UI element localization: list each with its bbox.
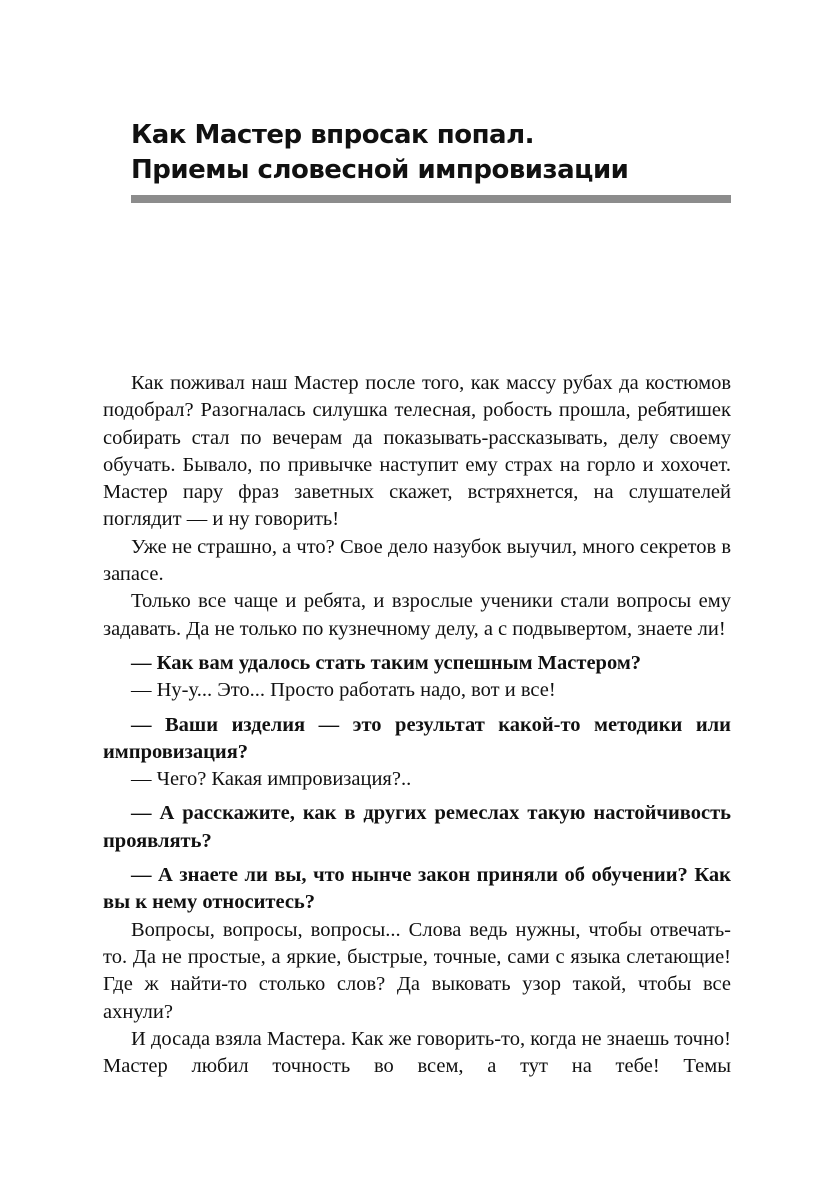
- chapter-title-line-1: Как Мастер впросак попал.: [131, 120, 534, 150]
- chapter-header: [131, 118, 731, 188]
- chapter-title-line-2: Приемы словесной импровизации: [131, 155, 629, 185]
- paragraph: Как поживал наш Мастер после того, как массу рубах да костюмов подобрал? Разогналась силушка телесная, робость прошла, ребятишек собирать стал по вечерам да показывать-рассказывать, делу своему обучать. Бывало, по привычке наступит ему страх на горло и хохочет. Мастер пару фраз заветных скажет, встряхнется, на слушателей поглядит — и ну говорить!: [103, 372, 731, 531]
- body-text: [103, 370, 731, 1080]
- paragraph: Только все чаще и ребята, и взрослые ученики стали вопросы ему задавать. Да не только по кузнечному делу, а с подвывертом, знаете ли!: [103, 590, 731, 640]
- dialogue-answer: — Чего? Какая импровизация?..: [131, 768, 412, 791]
- dialogue-question: — Ваши изделия — это результат какой-то методики или импровизация?: [103, 713, 731, 763]
- dialogue-question: — А расскажите, как в других ремеслах такую настойчивость проявлять?: [103, 802, 731, 852]
- dialogue-answer: — Ну-у... Это... Просто работать надо, вот и все!: [131, 679, 556, 702]
- paragraph: И досада взяла Мастера. Как же говорить-то, когда не знаешь точно! Мастер любил точность во всем, а тут на тебе! Темы: [103, 1027, 731, 1078]
- dialogue-question: — Как вам удалось стать таким успешным Мастером?: [131, 651, 642, 674]
- paragraph: Уже не страшно, а что? Свое дело назубок выучил, много секретов в запасе.: [103, 535, 731, 586]
- dialogue-question: — А знаете ли вы, что нынче закон приняли об обучении? Как вы к нему относитесь?: [103, 864, 731, 914]
- chapter-title: [131, 118, 731, 188]
- title-underline-rule: [131, 195, 731, 203]
- paragraph: Вопросы, вопросы, вопросы... Слова ведь нужны, чтобы отвечать-то. Да не простые, а яркие, быстрые, точные, сами с языка слетающие! Где ж найти-то столько слов? Да выковать узор такой, чтобы все ахнули?: [103, 918, 731, 1023]
